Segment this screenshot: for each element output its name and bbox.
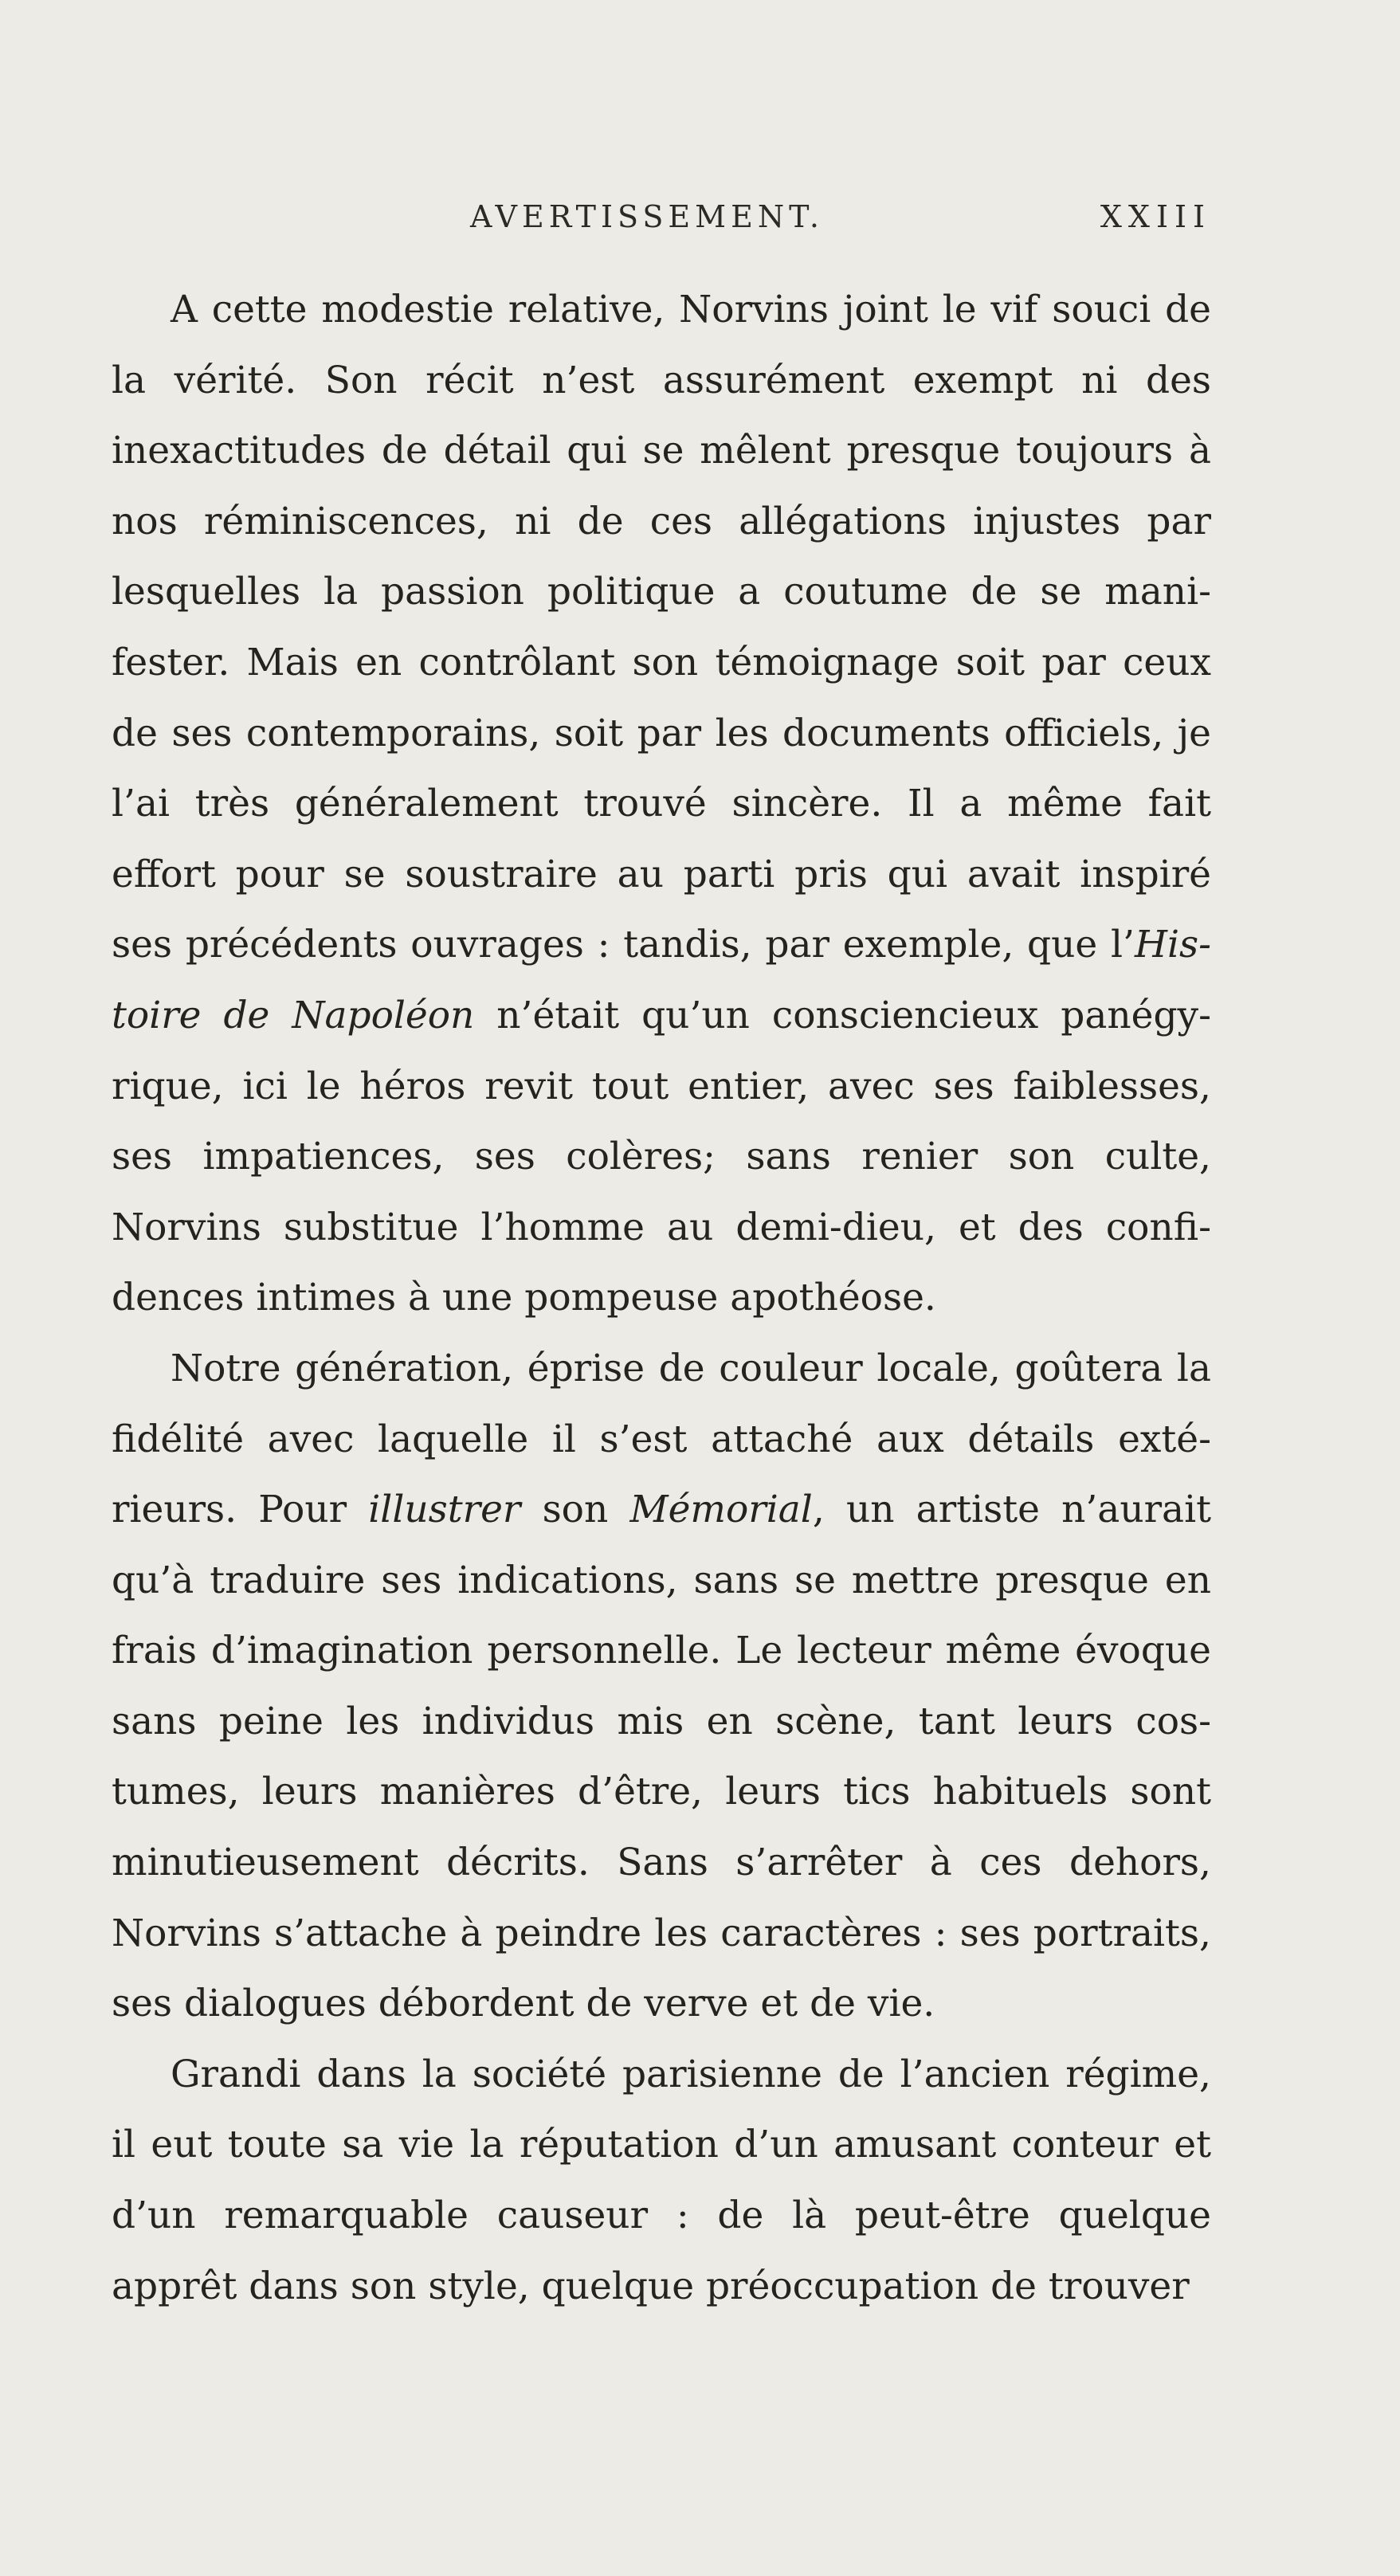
text-segment: , un artiste n’aurait qu’à traduire ses indications, sans se mettre presque en frais d’imagination personnelle. Le lecteur même évoque sans peine les individus mis en scène, tant leurs costumes, leurs manières d’être, leurs tics habituels sont minutieusement décrits. Sans s’arrêter à ces dehors, Norvins s’attache à peindre les caractères : ses portraits, ses dialogues débordent de verve et de vie. bbox=[112, 1488, 1211, 2026]
paragraph-2 bbox=[112, 1334, 1211, 2040]
italic-memorial-title: Mémorial bbox=[629, 1488, 813, 1532]
body-text bbox=[112, 275, 1211, 2322]
text-segment: n’était qu’un consciencieux panégyrique, ici le héros revit tout entier, avec ses faiblesses, ses impatiences, ses colères; sans renier son culte, Norvins substitue l’homme au demi-dieu, et des confidences intimes à une pompeuse apothéose. bbox=[112, 993, 1211, 1320]
italic-word: illustrer bbox=[368, 1488, 521, 1532]
text-segment: A cette modestie relative, Norvins joint le vif souci de la vérité. Son récit n’est assurément exempt ni des inexactitudes de détail qui se mêlent presque toujours à nos réminiscences, ni de ces allégations injustes par lesquelles la passion politique a coutume de se manifester. Mais en contrôlant son témoignage soit par ceux de ses contemporains, soit par les documents officiels, je l’ai très généralement trouvé sincère. Il a même fait effort pour se soustraire au parti pris qui avait inspiré ses précédents ouvrages : tandis, par exemple, que l’ bbox=[112, 288, 1211, 967]
italic-book-title: Histoire de Napoléon bbox=[112, 923, 1211, 1037]
running-title: AVERTISSEMENT. bbox=[470, 199, 824, 234]
paragraph-3 bbox=[112, 2040, 1211, 2322]
running-head bbox=[112, 199, 1211, 247]
page-number: XXIII bbox=[1100, 199, 1211, 234]
text-segment: Grandi dans la société parisienne de l’ancien régime, il eut toute sa vie la réputation d’un amusant conteur et d’un remarquable causeur : de là peut-être quelque apprêt dans son style, quelque préoccupation de trouver bbox=[112, 2052, 1211, 2308]
text-segment: Notre génération, éprise de couleur locale, goûtera la fidélité avec laquelle il s’est attaché aux détails extérieurs. Pour bbox=[112, 1346, 1211, 1532]
text-segment: son bbox=[520, 1488, 630, 1532]
paragraph-1 bbox=[112, 275, 1211, 1334]
